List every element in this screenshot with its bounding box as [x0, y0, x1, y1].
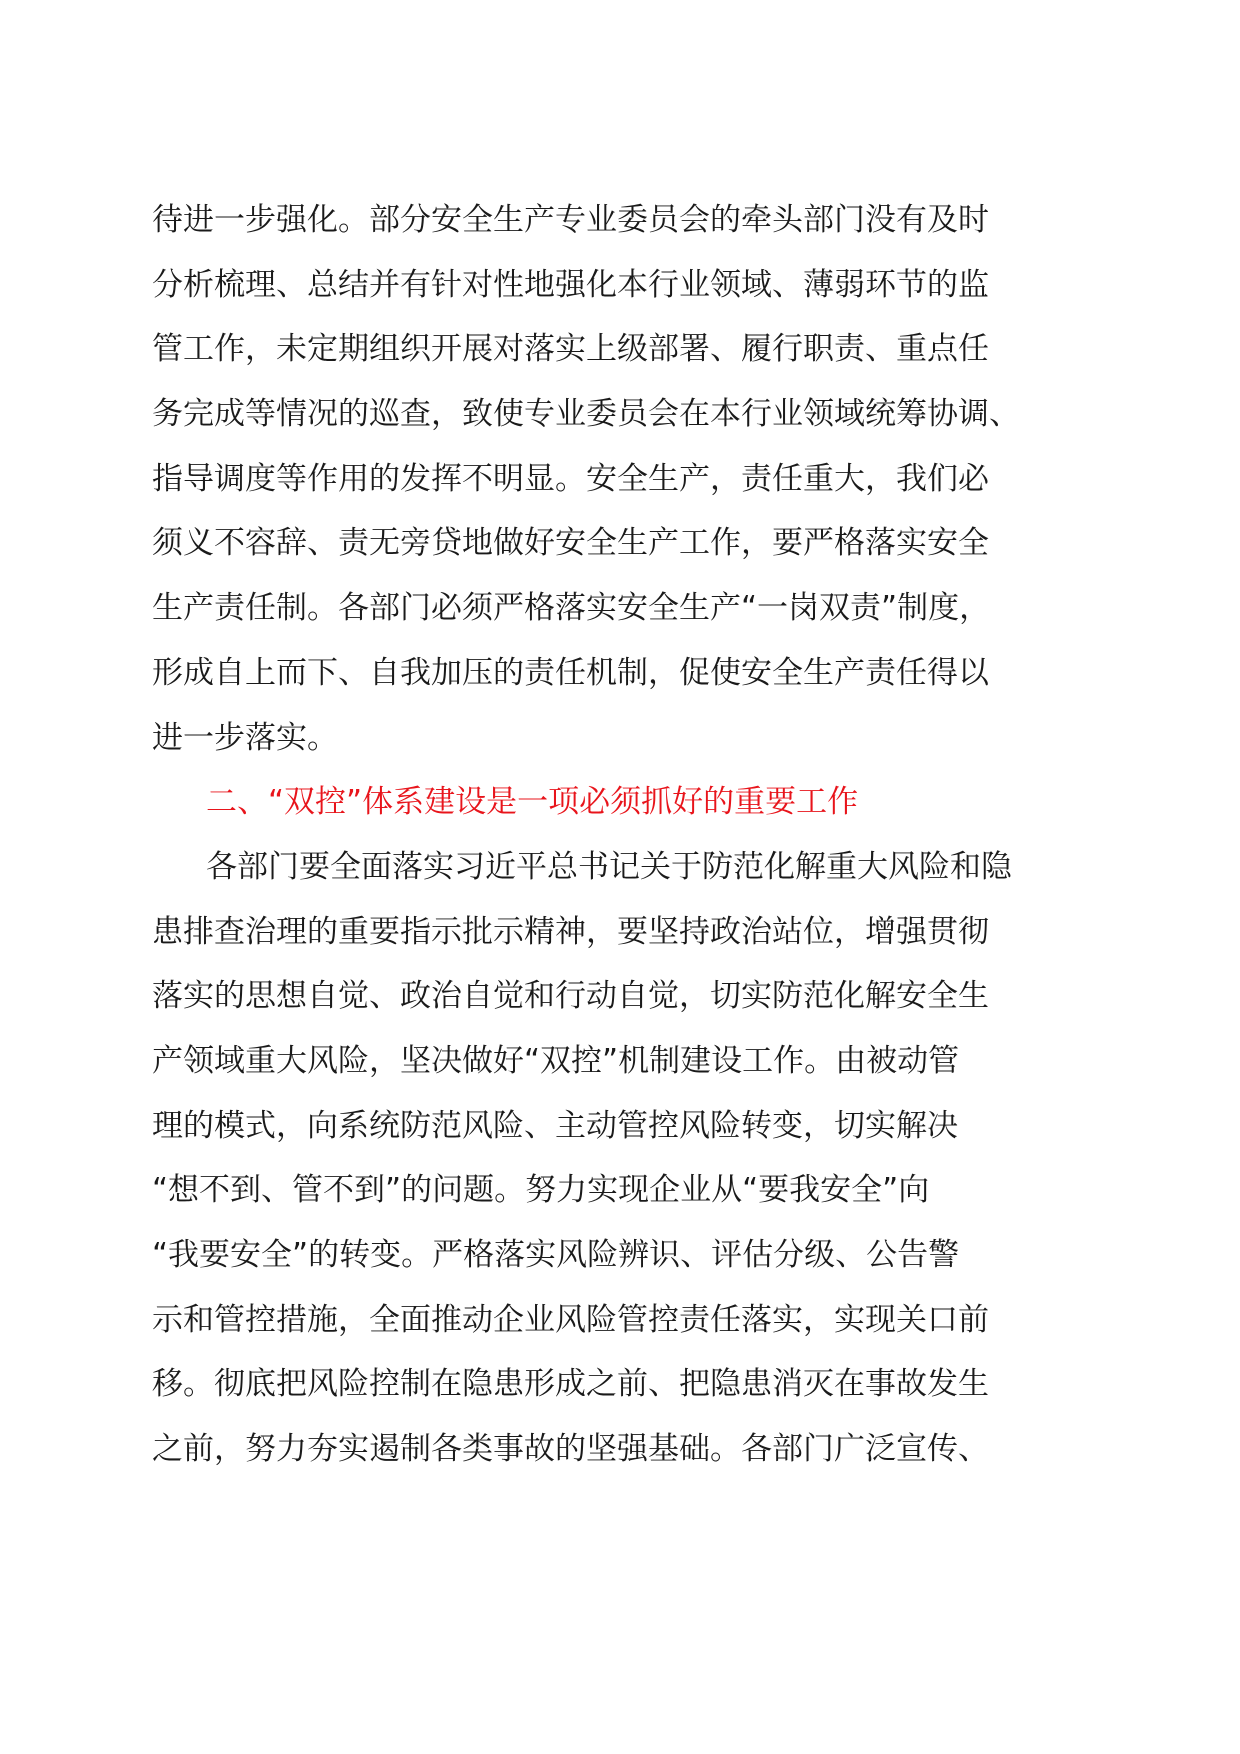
paragraph-line: 生产责任制。各部门必须严格落实安全生产“一岗双责”制度， — [152, 590, 991, 627]
paragraph-line: “想不到、管不到”的问题。努力实现企业从“要我安全”向 — [152, 1172, 930, 1209]
paragraph-line: 患排查治理的重要指示批示精神，要坚持政治站位，增强贯彻 — [152, 913, 989, 950]
section-heading: 二、“双控”体系建设是一项必须抓好的重要工作 — [206, 784, 859, 821]
paragraph-line: 落实的思想自觉、政治自觉和行动自觉，切实防范化解安全生 — [152, 978, 989, 1015]
paragraph-line: 之前，努力夯实遏制各类事故的坚强基础。各部门广泛宣传、 — [152, 1431, 989, 1468]
paragraph-line: 示和管控措施，全面推动企业风险管控责任落实，实现关口前 — [152, 1301, 989, 1338]
paragraph-line: 务完成等情况的巡查，致使专业委员会在本行业领域统筹协调、 — [152, 396, 1020, 433]
paragraph-line: 管工作，未定期组织开展对落实上级部署、履行职责、重点任 — [152, 331, 989, 368]
paragraph-line: 指导调度等作用的发挥不明显。安全生产，责任重大，我们必 — [152, 460, 989, 497]
paragraph-line: 须义不容辞、责无旁贷地做好安全生产工作，要严格落实安全 — [152, 525, 989, 562]
paragraph-line: 理的模式，向系统防范风险、主动管控风险转变，切实解决 — [152, 1107, 958, 1144]
paragraph-line: 移。彻底把风险控制在隐患形成之前、把隐患消灭在事故发生 — [152, 1366, 989, 1403]
paragraph-line: 待进一步强化。部分安全生产专业委员会的牵头部门没有及时 — [152, 202, 989, 238]
paragraph-line: 产领域重大风险，坚决做好“双控”机制建设工作。由被动管 — [152, 1042, 960, 1079]
paragraph-line: “我要安全”的转变。严格落实风险辨识、评估分级、公告警 — [152, 1237, 960, 1273]
paragraph-line: 形成自上而下、自我加压的责任机制，促使安全生产责任得以 — [152, 654, 989, 691]
paragraph-line: 各部门要全面落实习近平总书记关于防范化解重大风险和隐 — [206, 848, 1012, 885]
paragraph-line: 进一步落实。 — [152, 719, 338, 756]
document-body — [152, 188, 1112, 1482]
paragraph-line: 分析梳理、总结并有针对性地强化本行业领域、薄弱环节的监 — [152, 266, 989, 303]
